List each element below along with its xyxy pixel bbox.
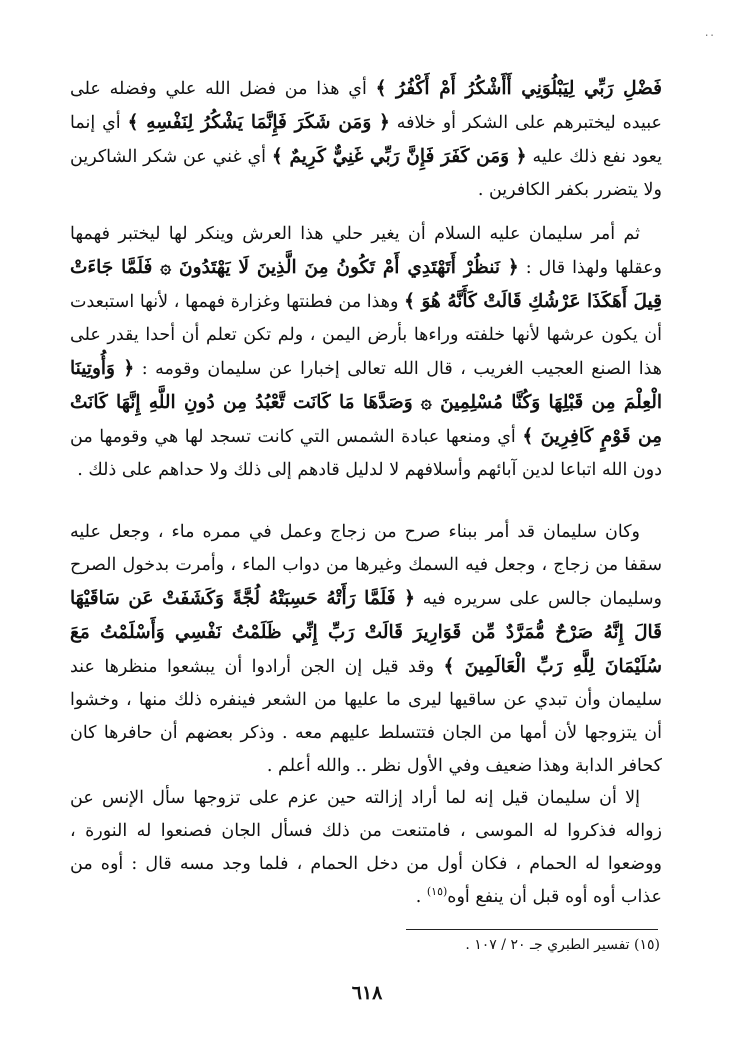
- paragraph-3: [70, 516, 662, 783]
- footnote-reference: (١٥): [426, 885, 448, 899]
- body-text: وهذا من فطنتها وغزارة فهمها ، لأنها استبعدت أن يكون عرشها لأنها خلفته وراءها بأرض اليمن ، ولم تكن تعلم أن أحدا يقدر على هذا الصنع العجيب الغريب ، قال الله تعالى إخبارا عن سليمان وقومه :: [70, 292, 662, 379]
- footnote-separator: [406, 929, 658, 930]
- paragraph-4: [70, 782, 662, 914]
- quran-verse: ﴿ وَمَن كَفَرَ فَإِنَّ رَبِّي غَنِيٌّ كَرِيمٌ ﴾: [271, 146, 527, 167]
- quran-verse: ﴿ وَمَن شَكَرَ فَإِنَّمَا يَشْكُرُ لِنَفْسِهِ ﴾: [127, 112, 390, 133]
- page-number: ٦١٨: [351, 982, 383, 1004]
- quran-verse: فَضْلِ رَبِّي لِيَبْلُوَنِي أَأَشْكُرُ أَمْ أَكْفُرُ ﴾: [375, 78, 662, 99]
- body-text: ثم أمر سليمان عليه السلام أن يغير حلي هذا العرش وينكر لها ليختبر فهمها وعقلها ولهذا قال :: [70, 224, 662, 278]
- scan-mark: ٠٠: [704, 30, 715, 41]
- quran-verse: ﴿ فَلَمَّا رَأَتْهُ حَسِبَتْهُ لُجَّةً وَكَشَفَتْ عَن سَاقَيْهَا قَالَ إِنَّهُ صَرْحٌ مُّمَرَّدٌ مِّن قَوَارِيرَ قَالَتْ رَبِّ إِنِّي ظَلَمْتُ نَفْسِي وَأَسْلَمْتُ مَعَ سُلَيْمَانَ لِلَّهِ رَبِّ الْعَالَمِينَ ﴾: [70, 588, 662, 677]
- paragraph-2: [70, 218, 662, 487]
- body-text: أي غني عن شكر الشاكرين ولا يتضرر بكفر الكافرين .: [70, 147, 662, 200]
- quran-verse: ﴿ نَنظُرْ أَتَهْتَدِي أَمْ تَكُونُ مِنَ الَّذِينَ لَا يَهْتَدُونَ ۞ فَلَمَّا جَاءَتْ قِيلَ أَهَكَذَا عَرْشُكِ قَالَتْ كَأَنَّهُ هُوَ ﴾: [70, 257, 662, 312]
- body-text: وقد قيل إن الجن أرادوا أن يبشعوا منظرها عند سليمان وأن تبدي عن ساقيها ليرى ما عليها من الشعر فينفره ذلك منها ، وخشوا أن يتزوجها لأن أمها من الجان فتتسلط عليهم معه . وذكر بعضهم أن حافرها كان كحافر الدابة وهذا ضعيف وفي الأول نظر .. والله أعلم .: [70, 657, 662, 776]
- body-text: أي إنما يعود نفع ذلك عليه: [70, 113, 662, 167]
- body-text: أي ومنعها عبادة الشمس التي كانت تسجد لها هي وقومها من دون الله اتباعا لدين آبائهم وأسلافهم لا لدليل قادهم إلى ذلك ولا حداهم على ذلك .: [70, 427, 662, 480]
- body-text: أي هذا من فضل الله علي وفضله على عبيده ليختبرهم على الشكر أو خلافه: [70, 79, 662, 133]
- body-text: وكان سليمان قد أمر ببناء صرح من زجاج وعمل في ممره ماء ، وجعل عليه سقفا من زجاج ، وجعل فيه السمك وغيرها من دواب الماء ، وأمرت بدخول الصرح وسليمان جالس على سريره فيه: [70, 522, 662, 609]
- paragraph-1: [70, 72, 662, 207]
- quran-verse: ﴿ وَأُوتِينَا الْعِلْمَ مِن قَبْلِهَا وَكُنَّا مُسْلِمِينَ ۞ وَصَدَّهَا مَا كَانَت تَّعْبُدُ مِن دُونِ اللَّهِ إِنَّهَا كَانَتْ مِن قَوْمٍ كَافِرِينَ ﴾: [70, 358, 662, 447]
- body-text: إلا أن سليمان قيل إنه لما أراد إزالته حين عزم على تزوجها سأل الإنس عن زواله فذكروا له الموسى ، فامتنعت من ذلك فسأل الجان فصنعوا له النورة ، ووضعوا له الحمام ، فكان أول من دخل الحمام ، فلما وجد مسه قال : أوه من عذاب أوه أوه قبل أن ينفع أوه: [70, 788, 662, 907]
- footnote: (١٥) تفسير الطبري جـ ٢٠ / ١٠٧ .: [465, 937, 660, 953]
- body-text: .: [415, 887, 427, 907]
